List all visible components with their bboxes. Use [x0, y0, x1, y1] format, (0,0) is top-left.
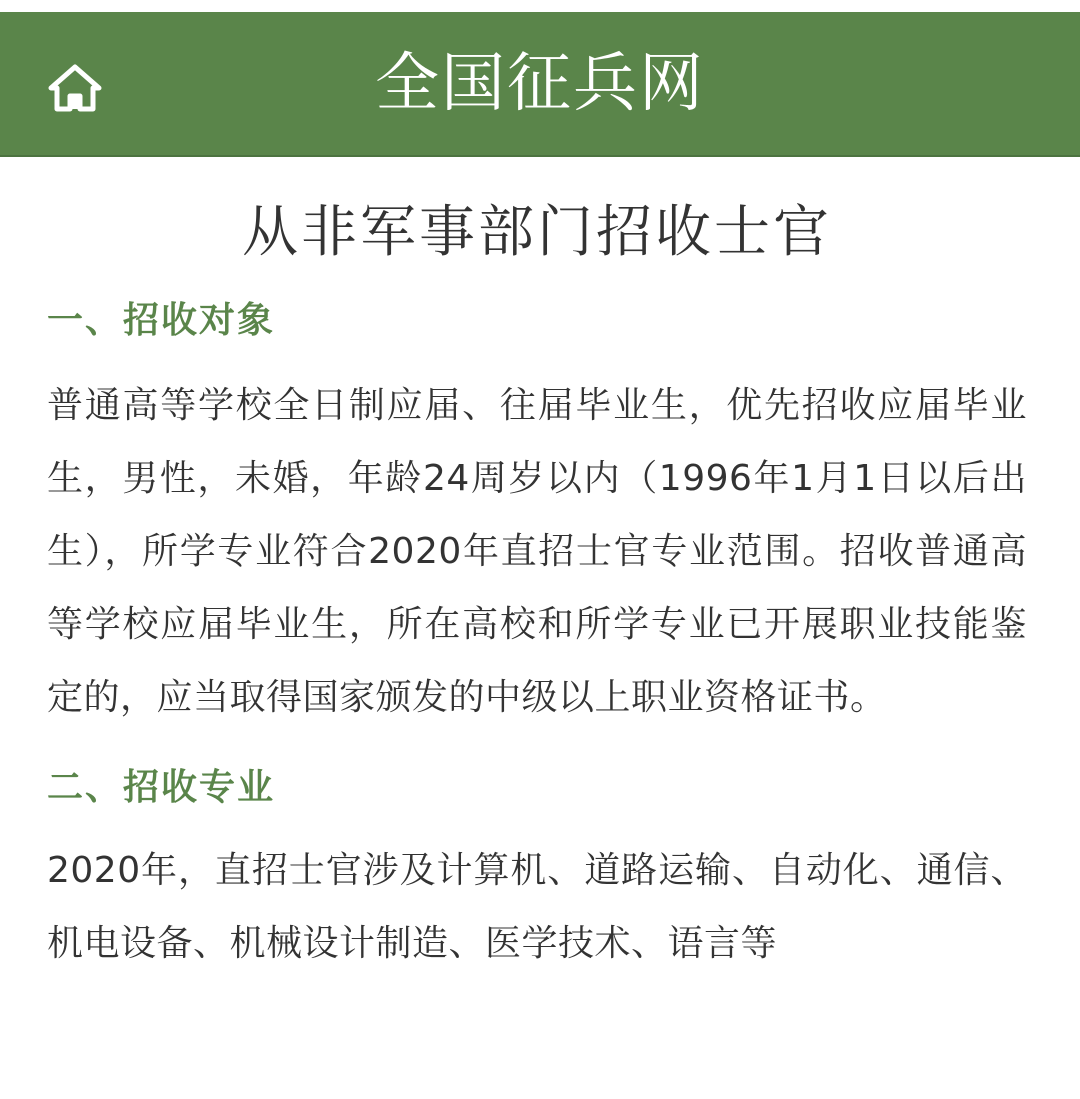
- top-bar: [0, 12, 1080, 157]
- article-content: [47, 157, 1027, 980]
- site-title: 全国征兵网: [375, 47, 705, 121]
- section-heading-recruitment-majors: 二、招收专业: [47, 767, 276, 808]
- section-body-recruitment-majors: 2020年，直招士官涉及计算机、道路运输、自动化、通信、机电设备、机械设计制造、医学技术、语言等: [47, 850, 1027, 964]
- section-heading-recruitment-targets: 一、招收对象: [47, 300, 276, 341]
- article-title: 从非军事部门招收士官: [242, 200, 832, 265]
- section-body-recruitment-targets: 普通高等学校全日制应届、往届毕业生，优先招收应届毕业生，男性，未婚，年龄24周岁以内（1996年1月1日以后出生），所学专业符合2020年直招士官专业范围。招收普通高等学校应届毕业生，所在高校和所学专业已开展职业技能鉴定的，应当取得国家颁发的中级以上职业资格证书。: [47, 385, 1027, 718]
